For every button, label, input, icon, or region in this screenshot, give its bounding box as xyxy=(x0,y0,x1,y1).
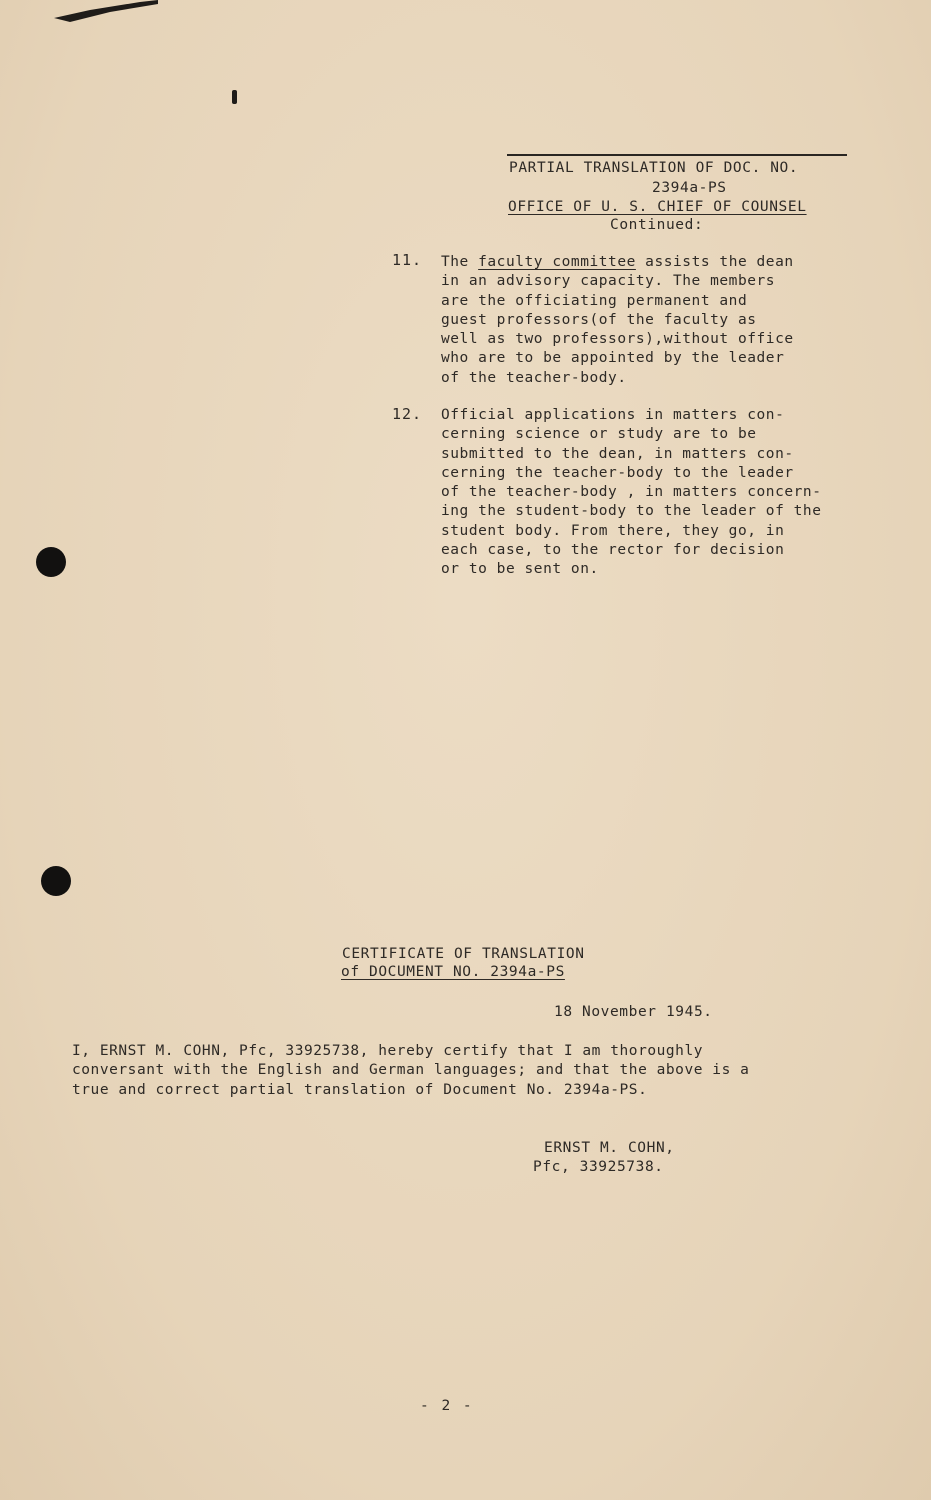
paragraph-line: are the officiating permanent and xyxy=(441,292,748,309)
certificate-date: 18 November 1945. xyxy=(554,1004,713,1020)
signature-name: ERNST M. COHN, xyxy=(544,1140,675,1156)
punch-hole-lower xyxy=(41,866,71,896)
paragraph-line: or to be sent on. xyxy=(441,561,599,578)
header-doc-number: 2394a-PS xyxy=(652,180,727,196)
certificate-line: true and correct partial translation of Document No. 2394a-PS. xyxy=(72,1081,648,1098)
paragraph-11 xyxy=(441,253,794,388)
paragraph-line: of the teacher-body , in matters concern- xyxy=(441,484,822,501)
paragraph-line: submitted to the dean, in matters con- xyxy=(441,445,794,462)
certificate-title: CERTIFICATE OF TRANSLATION xyxy=(342,946,585,962)
paragraph-line: guest professors(of the faculty as xyxy=(441,311,757,328)
paragraph-line: student body. From there, they go, in xyxy=(441,522,785,539)
faculty-committee-term: faculty committee xyxy=(478,254,636,270)
paragraph-line: cerning the teacher-body to the leader xyxy=(441,464,794,481)
paragraph-line: well as two professors),without office xyxy=(441,331,794,348)
paragraph-line: in an advisory capacity. The members xyxy=(441,273,776,290)
certificate-document-ref: of DOCUMENT NO. 2394a-PS xyxy=(341,964,565,980)
paragraph-12 xyxy=(441,406,821,580)
page-number: - 2 - xyxy=(420,1398,474,1414)
paragraph-line: ing the student-body to the leader of the xyxy=(441,503,822,520)
paragraph-line: each case, to the rector for decision xyxy=(441,542,785,559)
paragraph-11-number: 11. xyxy=(392,251,423,269)
punch-hole-upper xyxy=(36,547,66,577)
paragraph-line: who are to be appointed by the leader xyxy=(441,350,785,367)
paragraph-line: of the teacher-body. xyxy=(441,369,627,386)
paragraph-line: cerning science or study are to be xyxy=(441,426,757,443)
certificate-line: conversant with the English and German languages; and that the above is a xyxy=(72,1062,750,1079)
header-continued: Continued: xyxy=(610,217,704,233)
ink-smudge-decoration xyxy=(50,0,160,28)
certificate-line: I, ERNST M. COHN, Pfc, 33925738, hereby certify that I am thoroughly xyxy=(72,1043,704,1059)
paragraph-line: Official applications in matters con- xyxy=(441,407,785,423)
signature-rank: Pfc, 33925738. xyxy=(533,1159,664,1175)
ink-mark-decoration xyxy=(232,90,237,104)
header-office: OFFICE OF U. S. CHIEF OF COUNSEL xyxy=(508,199,807,215)
paragraph-12-number: 12. xyxy=(392,405,423,423)
certificate-body xyxy=(72,1042,749,1100)
paragraph-line: The faculty committee assists the dean xyxy=(441,254,794,270)
header-top-rule xyxy=(507,154,847,156)
header-title: PARTIAL TRANSLATION OF DOC. NO. xyxy=(509,160,799,176)
